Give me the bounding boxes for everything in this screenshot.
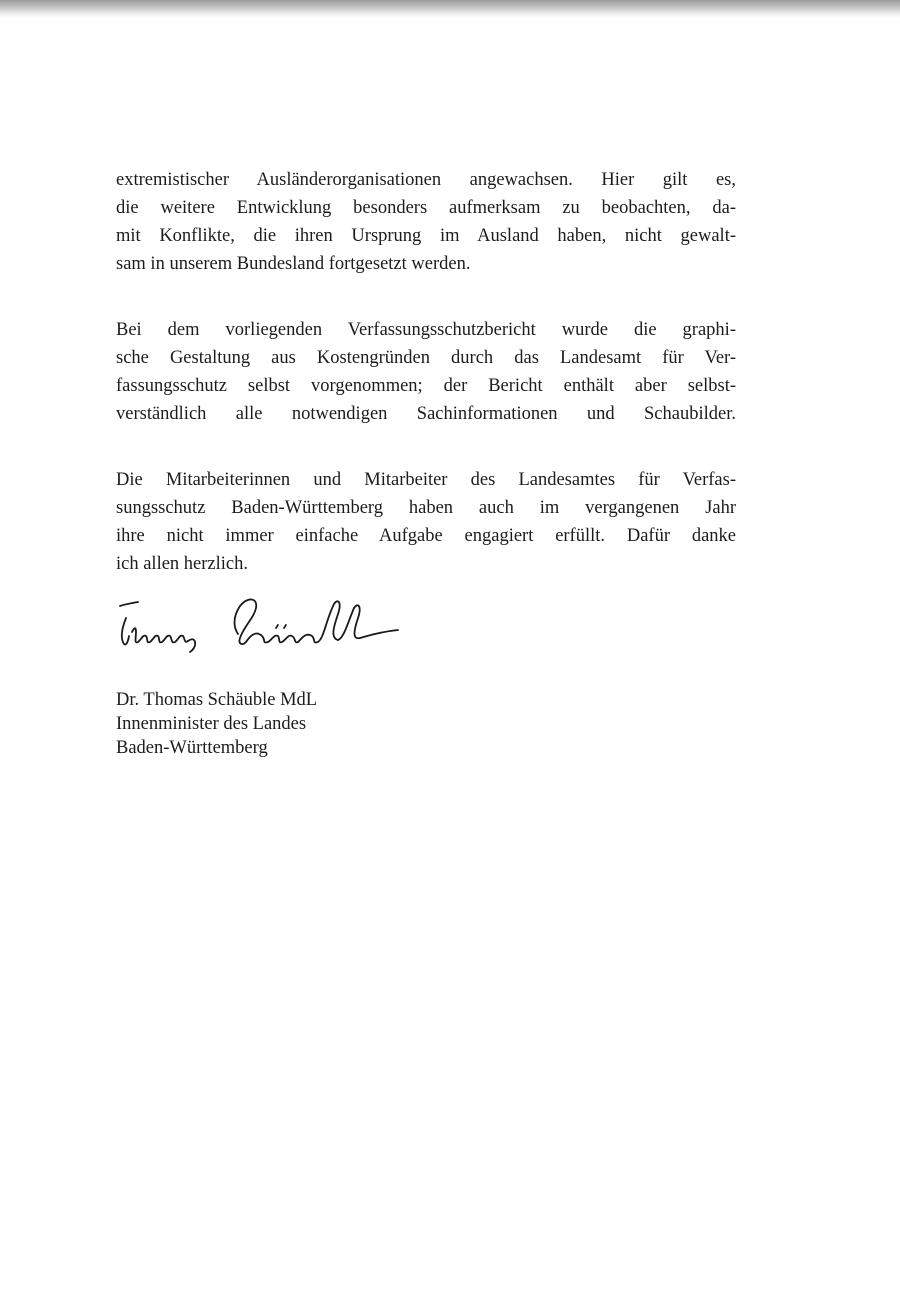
paragraph-line: ich allen herzlich. — [116, 554, 249, 574]
signer-name: Dr. Thomas Schäuble MdL — [116, 690, 318, 710]
paragraph-line: Die Mitarbeiterinnen und Mitarbeiter des Landesamtes für Verfas- — [116, 470, 736, 490]
paragraph-line: sche Gestaltung aus Kostengründen durch das Landesamt für Ver- — [116, 348, 736, 368]
paragraph-1 — [116, 166, 736, 278]
paragraph-line: extremistischer Ausländerorganisationen angewachsen. Hier gilt es, — [116, 170, 736, 190]
signer-block — [116, 688, 736, 760]
paragraph-3 — [116, 466, 736, 578]
paragraph-line: fassungsschutz selbst vorgenommen; der Bericht enthält aber selbst- — [116, 376, 736, 396]
paragraph-line: Bei dem vorliegenden Verfassungsschutzbericht wurde die graphi- — [116, 320, 736, 340]
signer-state: Baden-Württemberg — [116, 738, 268, 758]
signature-icon — [116, 592, 406, 662]
paragraph-line: mit Konflikte, die ihren Ursprung im Ausland haben, nicht gewalt- — [116, 226, 736, 246]
document-page — [116, 166, 736, 760]
paragraph-line: verständlich alle notwendigen Sachinformationen und Schaubilder. — [116, 404, 736, 424]
paragraph-line: sungsschutz Baden-Württemberg haben auch im vergangenen Jahr — [116, 498, 736, 518]
scan-edge-shadow — [0, 0, 900, 18]
paragraph-line: sam in unserem Bundesland fortgesetzt werden. — [116, 254, 471, 274]
paragraph-line: ihre nicht immer einfache Aufgabe engagiert erfüllt. Dafür danke — [116, 526, 736, 546]
signer-title: Innenminister des Landes — [116, 714, 307, 734]
paragraph-line: die weitere Entwicklung besonders aufmerksam zu beobachten, da- — [116, 198, 736, 218]
paragraph-2 — [116, 316, 736, 428]
